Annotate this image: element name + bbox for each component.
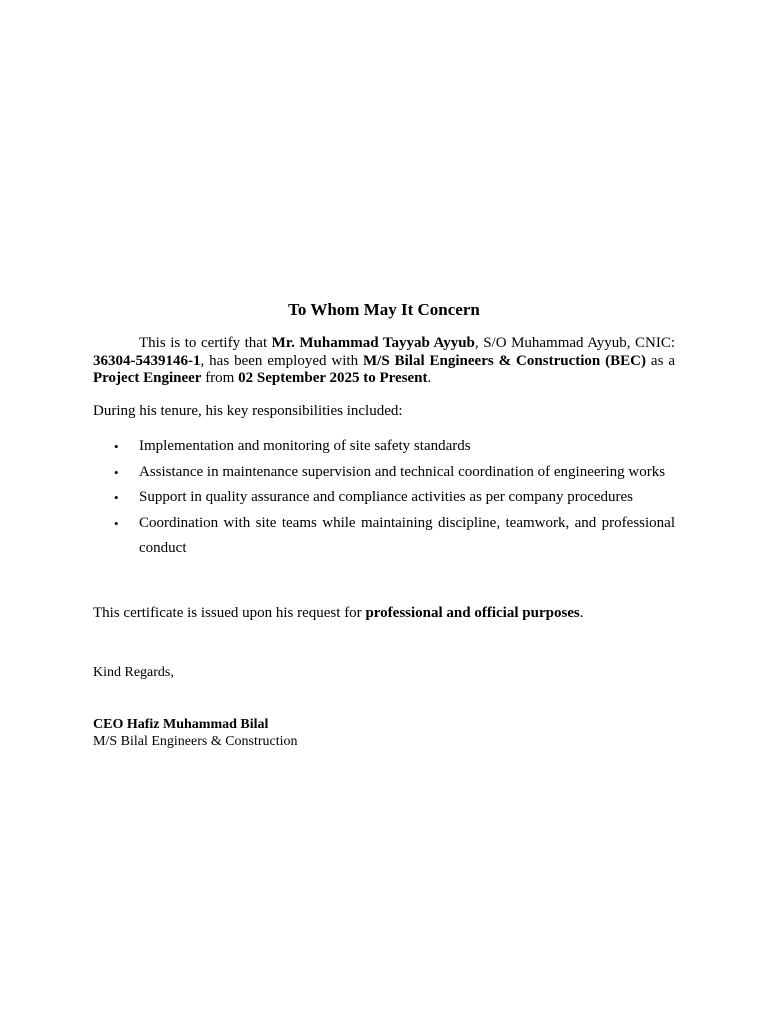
bullet-icon: • <box>114 490 119 505</box>
cnic-number: 36304-5439146-1 <box>93 352 201 369</box>
signatory-company: M/S Bilal Engineers & Construction <box>93 734 298 749</box>
closing-text-1: This certificate is issued upon his request for <box>93 605 366 621</box>
intro-text-6: . <box>427 370 432 386</box>
list-item <box>93 434 675 460</box>
responsibility-text: Implementation and monitoring of site safety standards <box>139 438 471 454</box>
responsibility-text: Coordination with site teams while maintaining discipline, teamwork, and professional conduct <box>139 514 675 556</box>
bullet-icon: • <box>114 515 119 531</box>
company-name: M/S Bilal Engineers & Construction (BEC) <box>363 352 646 369</box>
bullet-icon: • <box>114 464 119 480</box>
employee-name: Mr. Muhammad Tayyab Ayyub <box>271 335 475 351</box>
kind-regards: Kind Regards, <box>93 665 174 680</box>
intro-text-1: This is to certify that <box>139 335 272 351</box>
responsibilities-list <box>93 434 675 562</box>
responsibility-text: Assistance in maintenance supervision and technical coordination of engineering works <box>139 463 666 480</box>
certification-paragraph <box>93 335 675 388</box>
closing-text-2: . <box>579 605 584 621</box>
designation: Project Engineer <box>93 370 202 386</box>
intro-text-2: , S/O Muhammad Ayyub, CNIC: <box>474 335 676 351</box>
responsibility-text: Support in quality assurance and compliance activities as per company procedures <box>139 489 634 505</box>
list-item <box>93 460 675 486</box>
tenure-intro: During his tenure, his key responsibilities included: <box>93 403 403 419</box>
bullet-icon: • <box>114 439 119 454</box>
signatory-name: CEO Hafiz Muhammad Bilal <box>93 717 269 732</box>
intro-text-5: from <box>201 370 239 386</box>
employment-period: 02 September 2025 to Present <box>238 370 428 386</box>
certificate-page <box>93 0 675 1024</box>
intro-text-3: , has been employed with <box>200 352 364 369</box>
list-item <box>93 511 675 562</box>
certificate-purpose: professional and official purposes <box>365 605 580 621</box>
document-title: To Whom May It Concern <box>288 300 480 319</box>
closing-paragraph <box>93 604 675 622</box>
intro-text-4: as a <box>645 352 675 369</box>
list-item <box>93 485 675 511</box>
